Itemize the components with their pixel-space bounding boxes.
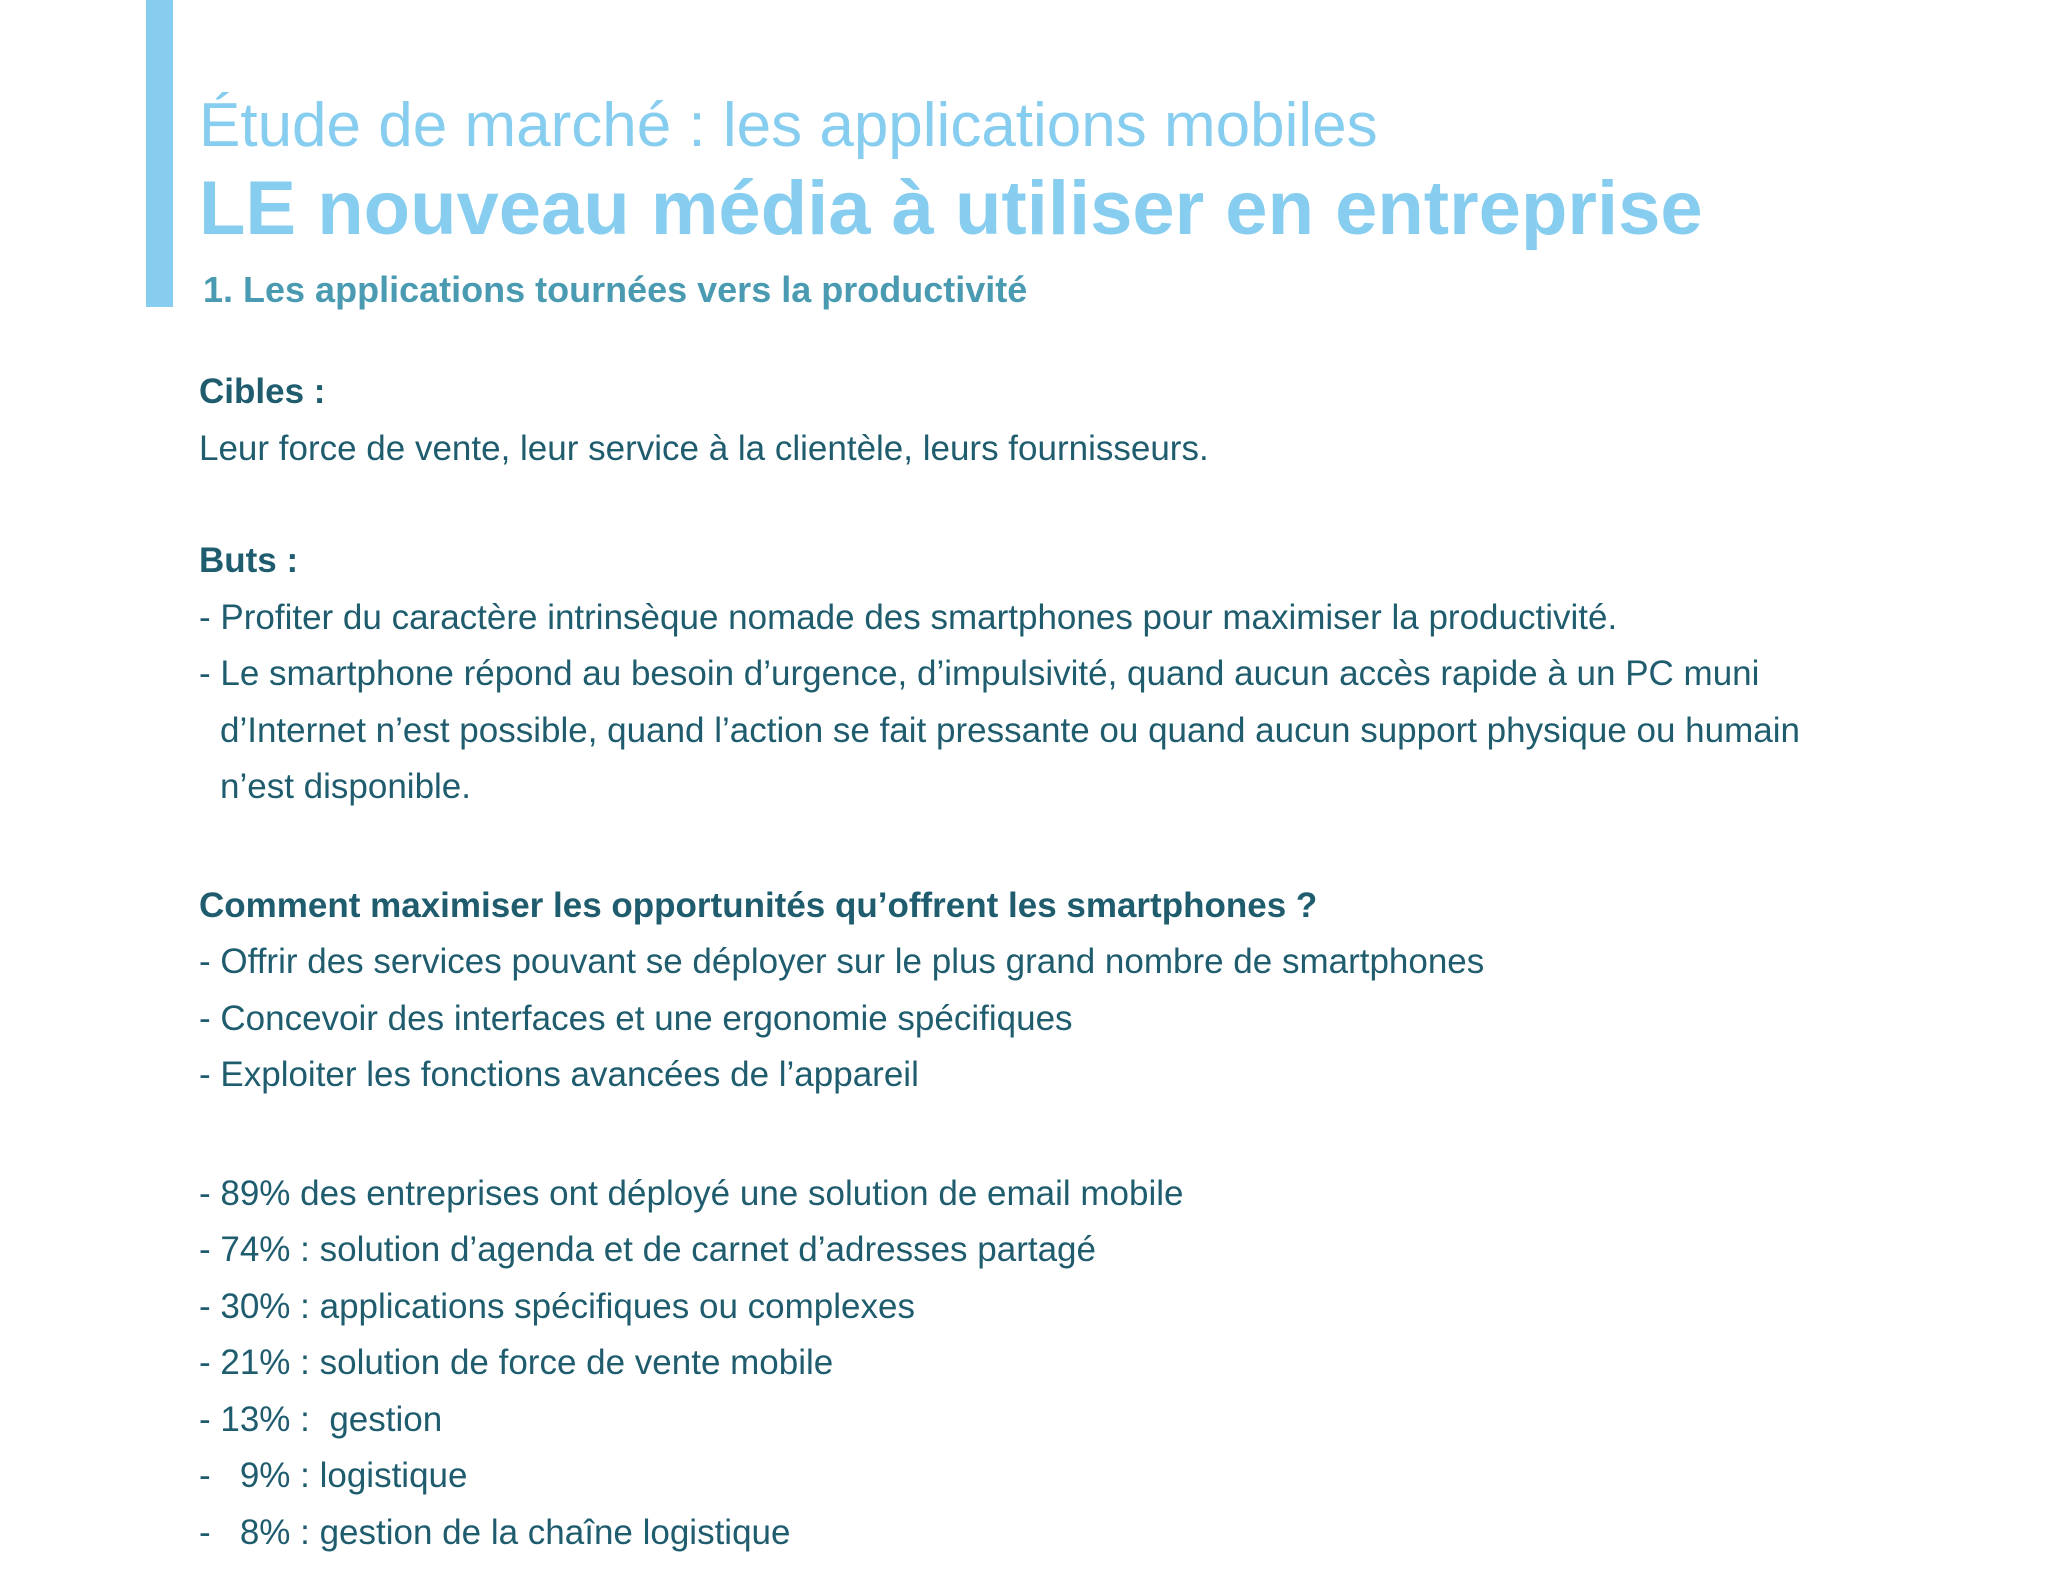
list-item: - Offrir des services pouvant se déployer sur le plus grand nombre de smartphones: [199, 942, 1485, 981]
list-item: - Exploiter les fonctions avancées de l’appareil: [199, 1055, 919, 1094]
buts-heading: Buts :: [199, 541, 299, 580]
list-item: - Concevoir des interfaces et une ergonomie spécifiques: [199, 998, 1073, 1038]
comment-list: [199, 934, 1979, 1104]
spacer: [199, 477, 1979, 533]
section-cibles: [199, 364, 1979, 477]
stat-item: - 8% : gestion de la chaîne logistique: [199, 1512, 791, 1552]
spacer: [199, 1104, 1979, 1166]
section-comment: [199, 878, 1979, 1104]
stat-item: - 21% : solution de force de vente mobile: [199, 1343, 834, 1382]
list-item: - Le smartphone répond au besoin d’urgence, d’impulsivité, quand aucun accès rapide à un PC muni d’Internet n’est possible, quand l’action se fait pressante ou quand aucun support physique ou humain n’est disponible.: [199, 654, 1810, 806]
stat-item: - 89% des entreprises ont déployé une solution de email mobile: [199, 1173, 1184, 1213]
comment-heading: Comment maximiser les opportunités qu’offrent les smartphones ?: [199, 885, 1318, 925]
stat-item: - 74% : solution d’agenda et de carnet d’adresses partagé: [199, 1230, 1096, 1269]
page-header: [199, 88, 1949, 312]
cibles-text: Leur force de vente, leur service à la clientèle, leurs fournisseurs.: [199, 428, 1209, 468]
page-supertitle: Étude de marché : les applications mobiles: [199, 91, 1378, 160]
list-item: - Profiter du caractère intrinsèque nomade des smartphones pour maximiser la productivité.: [199, 597, 1618, 637]
buts-list: [199, 590, 1979, 816]
stat-item: - 30% : applications spécifiques ou complexes: [199, 1286, 915, 1326]
cibles-heading: Cibles :: [199, 372, 326, 411]
page-title: LE nouveau média à utiliser en entreprise: [199, 166, 1703, 251]
stat-item: - 9% : logistique: [199, 1456, 468, 1495]
section-buts: [199, 533, 1979, 816]
accent-bar: [146, 0, 173, 307]
section-stats: [199, 1166, 1979, 1562]
page-content: [199, 364, 1979, 1561]
stats-list: [199, 1166, 1979, 1562]
stat-item: - 13% : gestion: [199, 1399, 443, 1439]
spacer: [199, 816, 1979, 878]
section-subtitle: 1. Les applications tournées vers la productivité: [203, 269, 1028, 310]
